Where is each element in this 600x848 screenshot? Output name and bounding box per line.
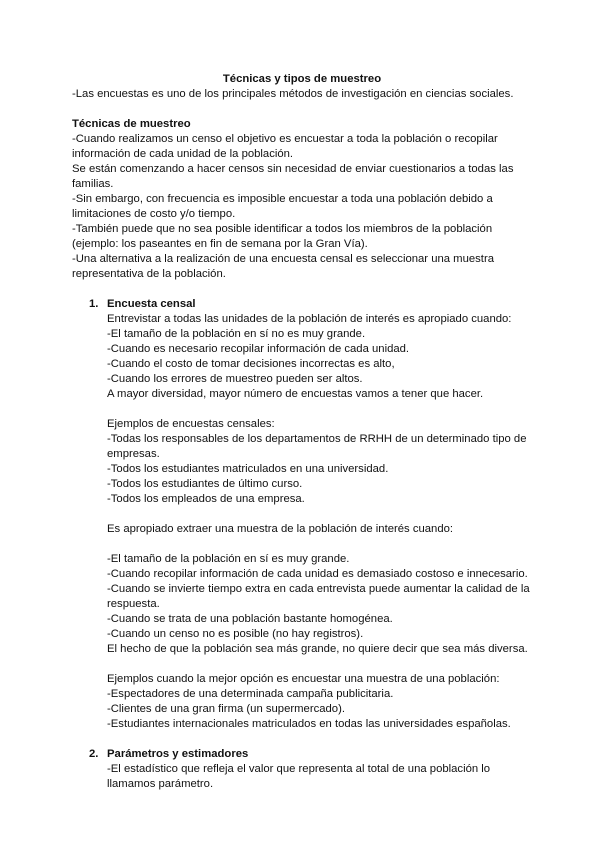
- section-body: [72, 312, 532, 732]
- text-line: -Todas los responsables de los departamentos de RRHH de un determinado tipo de: [107, 433, 527, 445]
- text-line: -El tamaño de la población en sí es muy grande.: [107, 553, 350, 565]
- text-line: -Cuando recopilar información de cada unidad es demasiado costoso e innecesario.: [107, 568, 528, 580]
- text-line: -Clientes de una gran firma (un supermercado).: [107, 703, 345, 715]
- text-line: empresas.: [107, 448, 160, 460]
- section-parametros: [72, 747, 532, 792]
- text-line: -Sin embargo, con frecuencia es imposible encuestar a toda una población debido a: [72, 193, 493, 205]
- text-line: información de cada unidad de la población.: [72, 148, 294, 160]
- spacer: [107, 402, 532, 417]
- text-line: -También puede que no sea posible identificar a todos los miembros de la población: [72, 223, 493, 235]
- text-line: -Una alternativa a la realización de una encuesta censal es seleccionar una muestra: [72, 253, 494, 265]
- text-line: -Estudiantes internacionales matriculados en todas las universidades españolas.: [107, 718, 511, 730]
- text-line: respuesta.: [107, 598, 160, 610]
- text-line: -Cuando se invierte tiempo extra en cada entrevista puede aumentar la calidad de la: [107, 583, 530, 595]
- spacer: [107, 657, 532, 672]
- section-heading: [72, 297, 532, 312]
- section-heading: [72, 747, 532, 762]
- text-line: -Cuando un censo no es posible (no hay registros).: [107, 628, 364, 640]
- text-line: (ejemplo: los paseantes en fin de semana por la Gran Vía).: [72, 238, 368, 250]
- text-line: -El estadístico que refleja el valor que representa al total de una población lo: [107, 763, 491, 775]
- spacer: [72, 282, 532, 297]
- spacer: [72, 732, 532, 747]
- spacer: [72, 102, 532, 117]
- text-line: Se están comenzando a hacer censos sin necesidad de enviar cuestionarios a todas las: [72, 163, 514, 175]
- text-line: -Espectadores de una determinada campaña publicitaria.: [107, 688, 394, 700]
- text-line: -Cuando es necesario recopilar información de cada unidad.: [107, 343, 410, 355]
- text-line: familias.: [72, 178, 114, 190]
- text-line: -Todos los estudiantes matriculados en una universidad.: [107, 463, 389, 475]
- text-line: -Todos los estudiantes de último curso.: [107, 478, 303, 490]
- text-line: -Todos los empleados de una empresa.: [107, 493, 305, 505]
- text-line: El hecho de que la población sea más grande, no quiere decir que sea más diversa.: [107, 643, 528, 655]
- text-line: Ejemplos cuando la mejor opción es encuestar una muestra de una población:: [107, 673, 500, 685]
- text-line: llamamos parámetro.: [107, 778, 214, 790]
- text-line: representativa de la población.: [72, 268, 226, 280]
- text-line: -Cuando realizamos un censo el objetivo es encuestar a toda la población o recopilar: [72, 133, 498, 145]
- text-line: -Cuando los errores de muestreo pueden ser altos.: [107, 373, 363, 385]
- section-body: [72, 762, 532, 792]
- text-line: -El tamaño de la población en sí no es muy grande.: [107, 328, 366, 340]
- section-title: Encuesta censal: [107, 298, 196, 310]
- text-line: Entrevistar a todas las unidades de la población de interés es apropiado cuando:: [107, 313, 512, 325]
- spacer: [107, 537, 532, 552]
- text-line: Ejemplos de encuestas censales:: [107, 418, 275, 430]
- spacer: [107, 507, 532, 522]
- text-line: limitaciones de costo y/o tiempo.: [72, 208, 236, 220]
- section-title: Parámetros y estimadores: [107, 748, 249, 760]
- text-line: -Cuando el costo de tomar decisiones incorrectas es alto,: [107, 358, 395, 370]
- techniques-heading: Técnicas de muestreo: [72, 118, 191, 130]
- document-page: [72, 72, 532, 792]
- intro-paragraph: -Las encuestas es uno de los principales métodos de investigación en ciencias sociales.: [72, 88, 514, 100]
- section-number: 1.: [89, 298, 99, 310]
- text-line: Es apropiado extraer una muestra de la población de interés cuando:: [107, 523, 454, 535]
- techniques-paragraph: [72, 132, 532, 282]
- text-line: A mayor diversidad, mayor número de encuestas vamos a tener que hacer.: [107, 388, 484, 400]
- section-encuesta-censal: [72, 297, 532, 732]
- text-line: -Cuando se trata de una población bastante homogénea.: [107, 613, 393, 625]
- section-number: 2.: [89, 748, 99, 760]
- document-title: Técnicas y tipos de muestreo: [222, 73, 382, 85]
